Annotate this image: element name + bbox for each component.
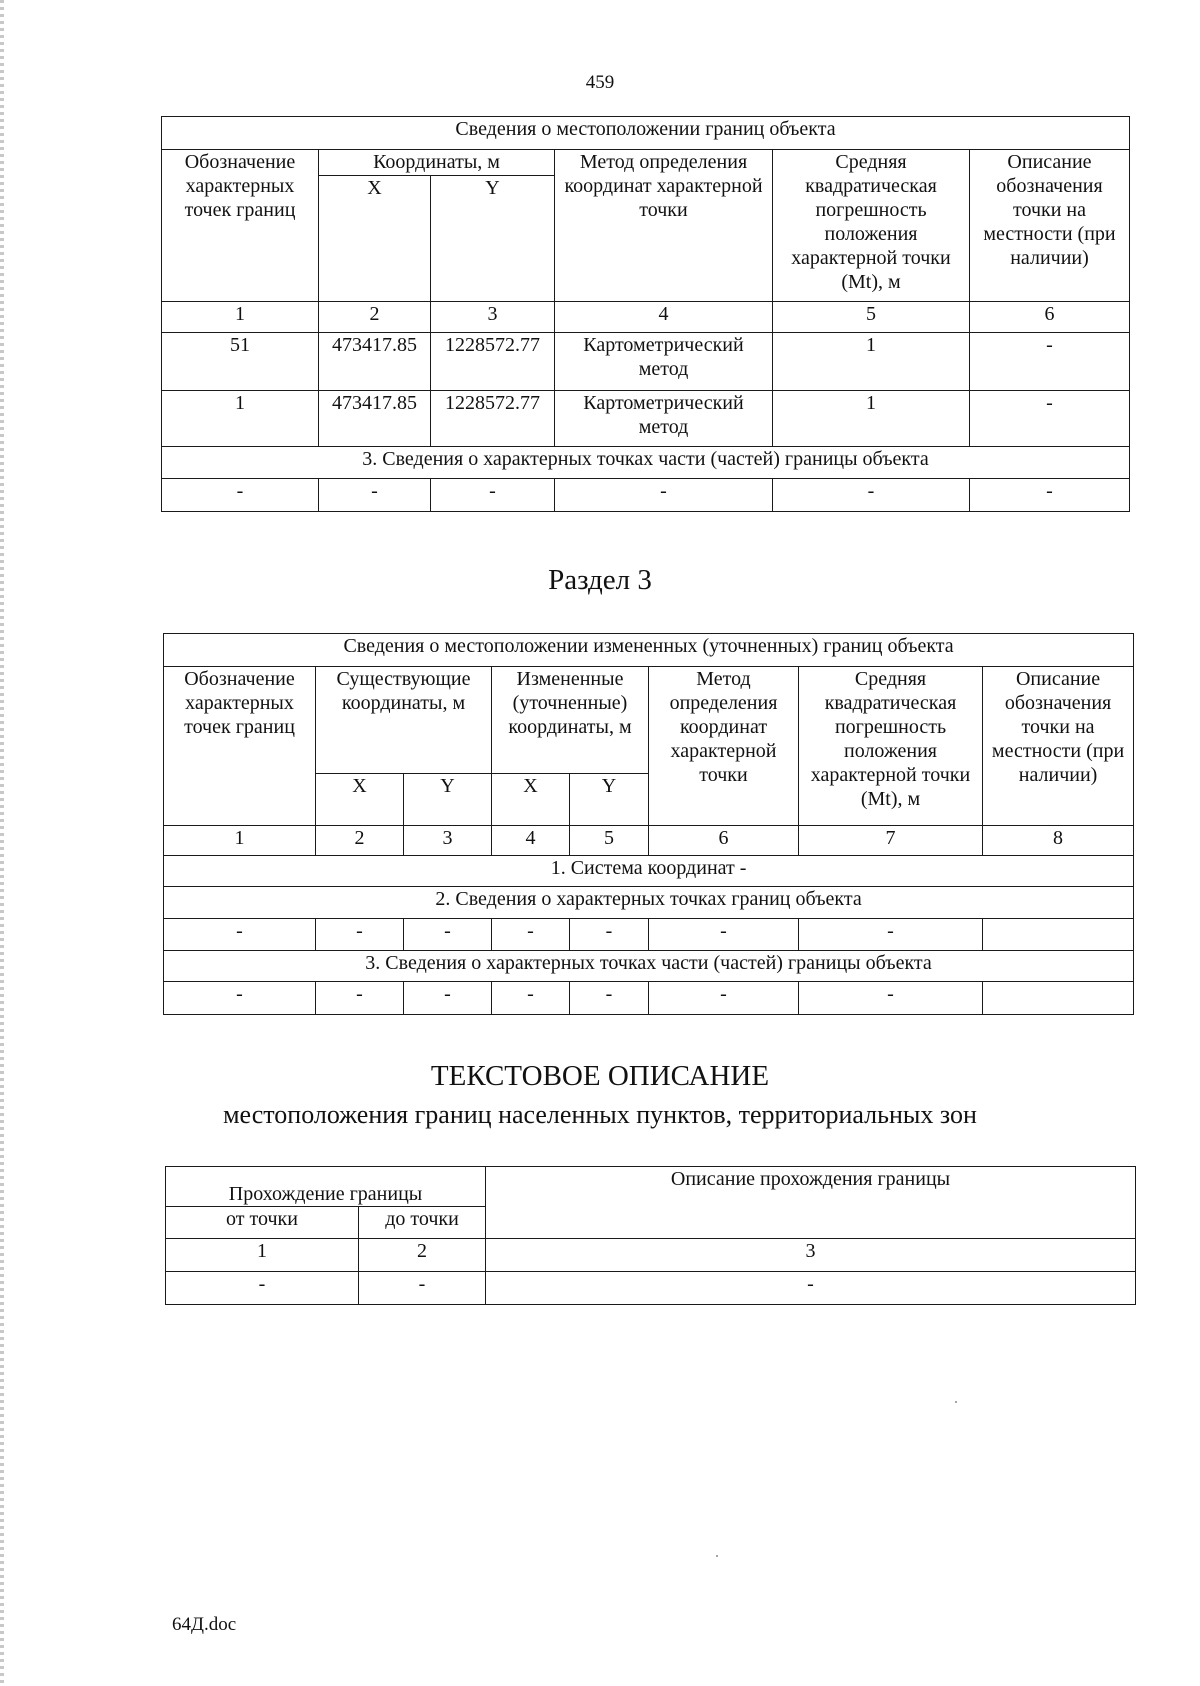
index-cell: 2: [359, 1239, 486, 1272]
point-id-cell: 51: [162, 333, 319, 391]
point-id-cell: 1: [162, 391, 319, 447]
empty-cell: -: [166, 1272, 359, 1305]
col-header-x: X: [492, 774, 570, 826]
empty-cell: -: [649, 982, 799, 1015]
section-2-label: 2. Сведения о характерных точках границ объекта: [164, 887, 1134, 919]
empty-cell: -: [799, 982, 983, 1015]
table-row: [164, 919, 1134, 951]
empty-cell: -: [319, 479, 431, 512]
col-header-y: Y: [431, 176, 555, 302]
index-cell: 2: [319, 302, 431, 333]
col-header-method: Метод определения координат характерной точки: [555, 150, 773, 302]
col-header-y: Y: [404, 774, 492, 826]
index-cell: 1: [166, 1239, 359, 1272]
empty-cell: -: [486, 1272, 1136, 1305]
col-header-to-point: до точки: [359, 1207, 486, 1239]
scan-edge: [0, 0, 4, 1686]
table-row: [164, 982, 1134, 1015]
y-coordinate-cell: 1228572.77: [431, 333, 555, 391]
changed-boundary-table: [163, 633, 1134, 1015]
empty-cell: -: [359, 1272, 486, 1305]
index-cell: 3: [431, 302, 555, 333]
text-description-subtitle: местоположения границ населенных пунктов, территориальных зон: [223, 1100, 977, 1129]
x-coordinate-cell: 473417.85: [319, 333, 431, 391]
table-row: [162, 333, 1130, 391]
empty-cell: -: [799, 919, 983, 951]
index-cell: 5: [570, 826, 649, 856]
col-header-y: Y: [570, 774, 649, 826]
empty-cell: -: [316, 919, 404, 951]
error-cell: 1: [773, 333, 970, 391]
index-cell: 6: [649, 826, 799, 856]
index-cell: 3: [404, 826, 492, 856]
footer-filename: 64Д.doc: [172, 1614, 237, 1635]
index-cell: 7: [799, 826, 983, 856]
method-cell: Картометрический метод: [555, 333, 773, 391]
section-title: Раздел 3: [548, 564, 652, 596]
col-header-existing-coords: Существующие координаты, м: [316, 667, 492, 774]
empty-cell: -: [555, 479, 773, 512]
col-header-x: X: [319, 176, 431, 302]
index-cell: 4: [555, 302, 773, 333]
table-row: [162, 391, 1130, 447]
method-cell: Картометрический метод: [555, 391, 773, 447]
index-cell: 8: [983, 826, 1134, 856]
col-header-passage: Прохождение границы: [166, 1167, 486, 1207]
empty-cell: -: [162, 479, 319, 512]
boundary-passage-table: [165, 1166, 1136, 1305]
index-cell: 4: [492, 826, 570, 856]
table-title: Сведения о местоположении измененных (уточненных) границ объекта: [164, 634, 1134, 667]
section-3-label: 3. Сведения о характерных точках части (частей) границы объекта: [162, 447, 1130, 479]
col-header-from-point: от точки: [166, 1207, 359, 1239]
empty-cell: -: [404, 919, 492, 951]
col-header-description: Описание обозначения точки на местности (при наличии): [983, 667, 1134, 826]
table-row: [166, 1272, 1136, 1305]
empty-cell: -: [649, 919, 799, 951]
col-header-error: Средняя квадратическая погрешность положения характерной точки (Mt), м: [773, 150, 970, 302]
empty-cell: -: [970, 479, 1130, 512]
col-header-point: Обозначение характерных точек границ: [164, 667, 316, 826]
col-header-method: Метод определения координат характерной точки: [649, 667, 799, 826]
col-header-x: X: [316, 774, 404, 826]
empty-cell: -: [431, 479, 555, 512]
page-number: 459: [585, 72, 615, 93]
index-cell: 2: [316, 826, 404, 856]
table-row: [162, 479, 1130, 512]
error-cell: 1: [773, 391, 970, 447]
index-cell: 1: [164, 826, 316, 856]
col-header-passage-description: Описание прохождения границы: [486, 1167, 1136, 1239]
empty-cell: -: [492, 982, 570, 1015]
empty-cell: -: [164, 919, 316, 951]
index-cell: 1: [162, 302, 319, 333]
coordinate-system-label: 1. Система координат -: [164, 856, 1134, 887]
y-coordinate-cell: 1228572.77: [431, 391, 555, 447]
text-description-title: ТЕКСТОВОЕ ОПИСАНИЕ: [430, 1060, 770, 1092]
col-header-description: Описание обозначения точки на местности (при наличии): [970, 150, 1130, 302]
table-title: Сведения о местоположении границ объекта: [162, 117, 1130, 150]
empty-cell: -: [570, 919, 649, 951]
description-cell: -: [970, 333, 1130, 391]
index-cell: 5: [773, 302, 970, 333]
x-coordinate-cell: 473417.85: [319, 391, 431, 447]
section-3-label: 3. Сведения о характерных точках части (частей) границы объекта: [164, 951, 1134, 982]
index-cell: 3: [486, 1239, 1136, 1272]
empty-cell: -: [164, 982, 316, 1015]
index-cell: 6: [970, 302, 1130, 333]
col-header-point: Обозначение характерных точек границ: [162, 150, 319, 302]
empty-cell: -: [570, 982, 649, 1015]
empty-cell: -: [404, 982, 492, 1015]
empty-cell: -: [316, 982, 404, 1015]
empty-cell: -: [492, 919, 570, 951]
col-header-changed-coords: Измененные (уточненные) координаты, м: [492, 667, 649, 774]
empty-cell: [983, 982, 1134, 1015]
scan-speck: [955, 1401, 957, 1403]
col-header-error: Средняя квадратическая погрешность положения характерной точки (Mt), м: [799, 667, 983, 826]
col-header-coords: Координаты, м: [319, 150, 555, 176]
empty-cell: [983, 919, 1134, 951]
empty-cell: -: [773, 479, 970, 512]
boundary-location-table: [161, 116, 1130, 512]
description-cell: -: [970, 391, 1130, 447]
scan-speck: [716, 1555, 718, 1557]
